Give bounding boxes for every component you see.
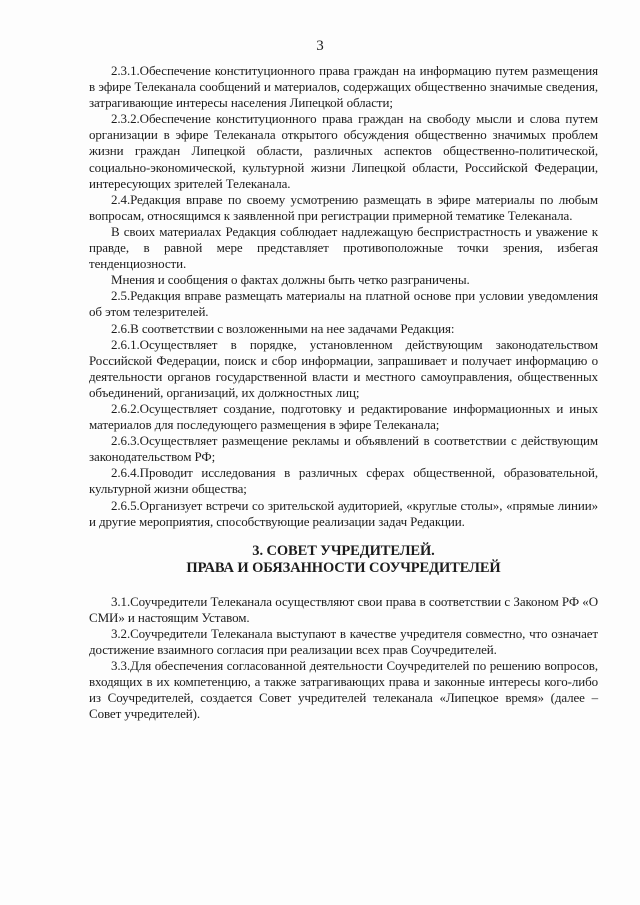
paragraph-3-2: 3.2.Соучредители Телеканала выступают в качестве учредителя совместно, что означает достижение взаимного согласия при реализации всех прав Соучредителей.	[89, 625, 598, 657]
document-body	[89, 63, 598, 722]
paragraph-2-6-4: 2.6.4.Проводит исследования в различных сферах общественной, образовательной, культурной жизни общества;	[89, 465, 598, 497]
paragraph-3-1: 3.1.Соучредители Телеканала осуществляют свои права в соответствии с Законом РФ «О СМИ» и настоящим Уставом.	[89, 593, 598, 625]
section-title-line-2: ПРАВА И ОБЯЗАННОСТИ СОУЧРЕДИТЕЛЕЙ	[186, 559, 501, 576]
paragraph-2-6-5: 2.6.5.Организует встречи со зрительской аудиторией, «круглые столы», «прямые линии» и другие мероприятия, способствующие реализации задач Редакции.	[89, 497, 598, 529]
paragraph-2-5: 2.5.Редакция вправе размещать материалы на платной основе при условии уведомления об этом телезрителей.	[89, 288, 598, 320]
paragraph-2-6-1: 2.6.1.Осуществляет в порядке, установленном действующим законодательством Российской Федерации, поиск и сбор информации, запрашивает и получает информацию о деятельности органов государственной власти и местного самоуправления, общественных объединений, организаций, их должностных лиц;	[89, 336, 598, 400]
paragraph-impartiality: В своих материалах Редакция соблюдает надлежащую беспристрастность и уважение к правде, в равной мере представляет противоположные точки зрения, избегая тенденциозности.	[89, 223, 598, 272]
section-heading	[89, 543, 598, 577]
section-title-line-1: 3. СОВЕТ УЧРЕДИТЕЛЕЙ.	[252, 542, 435, 559]
paragraph-2-3-1: 2.3.1.Обеспечение конституционного права граждан на информацию путем размещения в эфире Телеканала сообщений и материалов, содержащих общественно значимые сведения, затрагивающие интересы населения Липецкой области;	[89, 63, 598, 111]
paragraph-2-4: 2.4.Редакция вправе по своему усмотрению размещать в эфире материалы по любым вопросам, относящимся к заявленной при регистрации примерной тематике Телеканала.	[89, 191, 598, 223]
paragraph-2-3-2: 2.3.2.Обеспечение конституционного права граждан на свободу мысли и слова путем организации в эфире Телеканала открытого обсуждения общественно значимых проблем жизни граждан Липецкой области, различных аспектов общественно-политической, социально-экономической, культурной жизни Липецкой области, Российской Федерации, интересующих зрителей Телеканала.	[89, 111, 598, 191]
paragraph-3-3: 3.3.Для обеспечения согласованной деятельности Соучредителей по решению вопросов, входящих в их компетенцию, а также затрагивающих права и законные интересы кого-либо из Соучредителей, создается Совет учредителей телеканала «Липецкое время» (далее – Совет учредителей).	[89, 658, 598, 722]
page-number: 3	[316, 38, 324, 54]
paragraph-facts-opinions: Мнения и сообщения о фактах должны быть четко разграничены.	[111, 272, 470, 288]
paragraph-2-6: 2.6.В соответствии с возложенными на нее задачами Редакция:	[111, 320, 455, 336]
paragraph-2-6-3: 2.6.3.Осуществляет размещение рекламы и объявлений в соответствии с действующим законодательством РФ;	[89, 433, 598, 465]
paragraph-2-6-2: 2.6.2.Осуществляет создание, подготовку и редактирование информационных и иных материалов для последующего размещения в эфире Телеканала;	[89, 400, 598, 433]
